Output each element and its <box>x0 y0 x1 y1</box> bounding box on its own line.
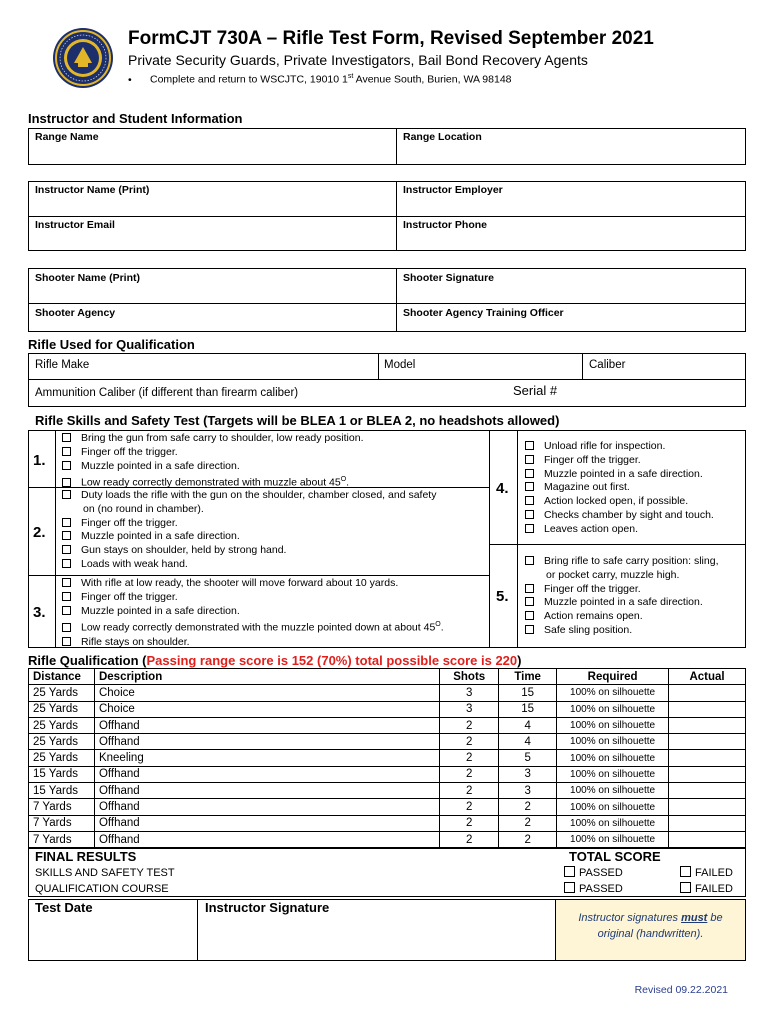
time-cell: 2 <box>499 799 557 815</box>
description-cell: Offhand <box>94 815 439 831</box>
shots-cell: 2 <box>440 766 499 782</box>
description-cell: Offhand <box>94 831 439 847</box>
description-cell: Offhand <box>94 783 439 799</box>
checkbox-item[interactable] <box>62 446 363 460</box>
checkbox[interactable] <box>62 478 71 487</box>
checkbox-item[interactable] <box>525 468 714 482</box>
item-label: Action remains open. <box>544 610 643 623</box>
distance-cell: 15 Yards <box>29 783 95 799</box>
option-label: PASSED <box>579 883 623 895</box>
group-3-number: 3. <box>33 604 46 621</box>
shooter-agency-field[interactable]: Shooter Agency <box>35 307 116 319</box>
item-label: With rifle at low ready, the shooter will move forward about 10 yards. <box>81 577 399 589</box>
return-address-prefix: Complete and return to WSCJTC, 19010 1 <box>150 73 348 86</box>
divider <box>517 430 518 648</box>
distance-cell: 25 Yards <box>29 750 95 766</box>
checkbox[interactable] <box>62 461 71 470</box>
time-cell: 4 <box>499 734 557 750</box>
description-cell: Choice <box>94 701 439 717</box>
group-1-list <box>62 432 363 491</box>
divider <box>489 544 746 545</box>
qual-failed-option[interactable] <box>680 882 733 895</box>
instructor-email-field[interactable]: Instructor Email <box>35 219 115 231</box>
checkbox-item[interactable] <box>525 440 714 454</box>
shooter-name-field[interactable]: Shooter Name (Print) <box>35 272 141 284</box>
item-label: Muzzle pointed in a safe direction. <box>81 459 240 472</box>
checkbox[interactable] <box>564 866 575 877</box>
rifle-make-field[interactable]: Rifle Make <box>35 359 90 371</box>
shots-cell: 3 <box>440 685 499 701</box>
ammo-caliber-field[interactable]: Ammunition Caliber (if different than firearm caliber) <box>35 387 299 399</box>
group-3-list <box>62 577 444 649</box>
item-label: Muzzle pointed in a safe direction. <box>81 604 240 617</box>
checkbox-item[interactable] <box>525 555 719 569</box>
item-label: Checks chamber by sight and touch. <box>544 508 714 521</box>
checkbox[interactable] <box>525 455 534 464</box>
total-score-label: TOTAL SCORE <box>569 849 661 864</box>
checkbox-item[interactable] <box>525 583 719 597</box>
item-label: Safe sling position. <box>544 623 633 636</box>
actual-score-cell[interactable] <box>669 701 746 717</box>
table-row <box>29 766 746 782</box>
table-row <box>29 815 746 831</box>
checkbox-item[interactable] <box>62 517 436 531</box>
time-cell: 15 <box>499 685 557 701</box>
actual-score-cell[interactable] <box>669 750 746 766</box>
checkbox-item[interactable] <box>62 489 436 503</box>
checkbox[interactable] <box>62 637 71 646</box>
item-label: Loads with weak hand. <box>81 557 188 570</box>
actual-score-cell[interactable] <box>669 717 746 733</box>
checkbox[interactable] <box>62 623 71 632</box>
table-row <box>29 717 746 733</box>
test-date-field[interactable]: Test Date <box>35 900 93 915</box>
qualification-title <box>28 653 521 668</box>
instructor-signature-field[interactable]: Instructor Signature <box>205 900 330 915</box>
qual-passed-option[interactable] <box>564 882 623 895</box>
time-cell: 3 <box>499 783 557 799</box>
note-text: original (handwritten). <box>597 928 704 940</box>
divider <box>582 353 583 379</box>
divider <box>396 268 397 332</box>
table-row <box>29 701 746 717</box>
checkbox-item[interactable] <box>525 523 714 537</box>
checkbox[interactable] <box>680 866 691 877</box>
checkbox-item[interactable] <box>62 577 444 591</box>
item-label: Low ready correctly demonstrated with the muzzle pointed down at about 45 <box>81 621 436 634</box>
return-address-suffix: Avenue South, Burien, WA 98148 <box>353 73 512 86</box>
shooter-signature-field[interactable]: Shooter Signature <box>403 272 495 284</box>
checkbox[interactable] <box>525 584 534 593</box>
group-2-number: 2. <box>33 524 46 541</box>
table-row <box>29 831 746 847</box>
group-2-list <box>62 489 436 572</box>
required-cell: 100% on silhouette <box>557 701 669 717</box>
actual-score-cell[interactable] <box>669 831 746 847</box>
item-label: Duty loads the rifle with the gun on the shoulder, chamber closed, and safety <box>81 489 437 501</box>
option-label: PASSED <box>579 867 623 879</box>
divider <box>396 128 397 165</box>
checkbox-item[interactable] <box>62 460 363 474</box>
qualification-table <box>28 668 746 848</box>
description-cell: Kneeling <box>94 750 439 766</box>
required-cell: 100% on silhouette <box>557 734 669 750</box>
form-header <box>0 0 770 110</box>
checkbox[interactable] <box>525 556 534 565</box>
skills-test-label: SKILLS AND SAFETY TEST <box>35 867 175 879</box>
instructor-phone-field[interactable]: Instructor Phone <box>403 219 488 231</box>
required-cell: 100% on silhouette <box>557 685 669 701</box>
required-cell: 100% on silhouette <box>557 783 669 799</box>
checkbox-item[interactable] <box>62 530 436 544</box>
passing-score-note: Passing range score is 152 (70%) total possible score is 220 <box>146 653 518 668</box>
shots-cell: 2 <box>440 831 499 847</box>
range-name-field[interactable]: Range Name <box>35 131 99 143</box>
note-emphasis: must <box>681 912 708 924</box>
time-cell: 5 <box>499 750 557 766</box>
shots-cell: 2 <box>440 815 499 831</box>
shots-cell: 2 <box>440 783 499 799</box>
range-location-field[interactable]: Range Location <box>403 131 482 143</box>
column-header: Actual <box>669 669 746 685</box>
item-label: Muzzle pointed in a safe direction. <box>544 596 703 609</box>
shots-cell: 2 <box>440 799 499 815</box>
option-label: FAILED <box>695 883 733 895</box>
shots-cell: 2 <box>440 750 499 766</box>
checkbox-item[interactable] <box>525 495 714 509</box>
checkbox-item[interactable] <box>62 636 444 650</box>
actual-score-cell[interactable] <box>669 766 746 782</box>
return-address <box>128 73 512 86</box>
item-label: Muzzle pointed in a safe direction. <box>544 467 703 480</box>
table-row <box>29 783 746 799</box>
checkbox-item[interactable] <box>525 481 714 495</box>
item-label: Bring the gun from safe carry to shoulder, low ready position. <box>81 432 364 444</box>
required-cell: 100% on silhouette <box>557 766 669 782</box>
checkbox[interactable] <box>525 625 534 634</box>
checkbox[interactable] <box>525 441 534 450</box>
form-subtitle: Private Security Guards, Private Investigators, Bail Bond Recovery Agents <box>128 52 588 68</box>
checkbox[interactable] <box>525 510 534 519</box>
actual-score-cell[interactable] <box>669 685 746 701</box>
actual-score-cell[interactable] <box>669 734 746 750</box>
description-cell: Offhand <box>94 717 439 733</box>
qualification-title-end: ) <box>517 653 522 668</box>
checkbox[interactable] <box>62 433 71 442</box>
description-cell: Offhand <box>94 799 439 815</box>
shots-cell: 3 <box>440 701 499 717</box>
item-label: Bring rifle to safe carry position: sling, <box>544 555 719 567</box>
distance-cell: 7 Yards <box>29 831 95 847</box>
time-cell: 4 <box>499 717 557 733</box>
checkbox[interactable] <box>525 597 534 606</box>
checkbox-item[interactable] <box>525 454 714 468</box>
checkbox-item[interactable] <box>62 591 444 605</box>
item-end: . <box>440 621 444 634</box>
divider <box>378 353 379 379</box>
note-text: be <box>707 912 723 924</box>
checkbox[interactable] <box>680 882 691 893</box>
divider <box>55 430 56 648</box>
column-header: Shots <box>440 669 499 685</box>
item-label: Action locked open, if possible. <box>544 495 689 508</box>
shooter-agency-officer-field[interactable]: Shooter Agency Training Officer <box>403 307 564 319</box>
checkbox-item[interactable] <box>525 624 719 638</box>
rifle-title: Rifle Used for Qualification <box>28 337 195 352</box>
required-cell: 100% on silhouette <box>557 799 669 815</box>
revised-date: Revised 09.22.2021 <box>634 984 728 996</box>
column-header: Required <box>557 669 669 685</box>
column-header: Time <box>499 669 557 685</box>
checkbox[interactable] <box>62 559 71 568</box>
item-label: Finger off the trigger. <box>544 453 641 466</box>
checkbox[interactable] <box>564 882 575 893</box>
signature-note <box>555 899 746 961</box>
checkbox-item[interactable] <box>62 544 436 558</box>
checkbox-item[interactable] <box>62 432 363 446</box>
group-5-number: 5. <box>496 588 509 605</box>
qualification-title-text: Rifle Qualification ( <box>28 653 147 668</box>
table-row <box>29 685 746 701</box>
required-cell: 100% on silhouette <box>557 815 669 831</box>
divider <box>28 379 746 380</box>
checkbox[interactable] <box>62 531 71 540</box>
checkbox[interactable] <box>525 496 534 505</box>
checkbox-item[interactable] <box>525 509 714 523</box>
description-cell: Offhand <box>94 766 439 782</box>
column-header: Distance <box>29 669 95 685</box>
description-cell: Offhand <box>94 734 439 750</box>
degree-sup: O <box>435 621 441 629</box>
distance-cell: 15 Yards <box>29 766 95 782</box>
shots-cell: 2 <box>440 734 499 750</box>
time-cell: 2 <box>499 831 557 847</box>
table-row <box>29 750 746 766</box>
distance-cell: 7 Yards <box>29 815 95 831</box>
divider <box>489 430 490 648</box>
required-cell: 100% on silhouette <box>557 831 669 847</box>
skills-failed-option[interactable] <box>680 866 733 879</box>
item-label: Finger off the trigger. <box>81 516 178 529</box>
required-cell: 100% on silhouette <box>557 717 669 733</box>
item-label: Finger off the trigger. <box>81 445 178 458</box>
distance-cell: 25 Yards <box>29 685 95 701</box>
checkbox[interactable] <box>62 447 71 456</box>
divider <box>28 575 489 576</box>
divider <box>28 303 746 304</box>
item-label: Magazine out first. <box>544 481 630 494</box>
item-label: Finger off the trigger. <box>81 590 178 603</box>
continuation-line: on (no round in chamber). <box>83 502 204 515</box>
table-header-row <box>29 669 746 685</box>
qualification-course-label: QUALIFICATION COURSE <box>35 883 169 895</box>
return-address-sup: st <box>347 73 354 80</box>
divider <box>197 899 198 961</box>
item-end: . <box>346 476 350 489</box>
serial-field[interactable]: Serial # <box>513 383 558 398</box>
table-row <box>29 799 746 815</box>
time-cell: 15 <box>499 701 557 717</box>
group-1-number: 1. <box>33 452 46 469</box>
item-label: Finger off the trigger. <box>544 582 641 595</box>
checkbox[interactable] <box>62 578 71 587</box>
continuation-line: or pocket carry, muzzle high. <box>546 568 680 581</box>
checkbox[interactable] <box>62 490 71 499</box>
distance-cell: 25 Yards <box>29 734 95 750</box>
checkbox-item[interactable] <box>62 558 436 572</box>
checkbox[interactable] <box>62 606 71 615</box>
group-4-number: 4. <box>496 480 509 497</box>
checkbox[interactable] <box>62 545 71 554</box>
distance-cell: 25 Yards <box>29 717 95 733</box>
bullet: • <box>128 73 132 86</box>
group-5-list <box>525 555 719 638</box>
distance-cell: 7 Yards <box>29 799 95 815</box>
item-label: Muzzle pointed in a safe direction. <box>81 530 240 543</box>
checkbox[interactable] <box>525 469 534 478</box>
skills-title: Rifle Skills and Safety Test (Targets will be BLEA 1 or BLEA 2, no headshots allowed) <box>35 413 560 428</box>
checkbox[interactable] <box>62 592 71 601</box>
group-4-list <box>525 440 714 537</box>
item-label: Leaves action open. <box>544 522 638 535</box>
checkbox[interactable] <box>62 518 71 527</box>
rifle-model-field[interactable]: Model <box>384 359 416 371</box>
required-cell: 100% on silhouette <box>557 750 669 766</box>
time-cell: 2 <box>499 815 557 831</box>
rifle-caliber-field[interactable]: Caliber <box>589 359 626 371</box>
item-label: Low ready correctly demonstrated with muzzle about 45 <box>81 476 341 489</box>
checkbox[interactable] <box>525 482 534 491</box>
time-cell: 3 <box>499 766 557 782</box>
checkbox-item[interactable] <box>62 618 444 635</box>
instructor-employer-field[interactable]: Instructor Employer <box>403 184 503 196</box>
range-box <box>28 128 746 165</box>
wscjtc-seal-logo <box>52 27 114 89</box>
distance-cell: 25 Yards <box>29 701 95 717</box>
final-results-title: FINAL RESULTS <box>35 849 137 864</box>
item-label: Gun stays on shoulder, held by strong hand. <box>81 544 287 557</box>
item-label: Rifle stays on shoulder. <box>81 635 190 648</box>
item-label: Unload rifle for inspection. <box>544 440 666 452</box>
note-text: Instructor signatures <box>578 912 682 924</box>
actual-score-cell[interactable] <box>669 783 746 799</box>
actual-score-cell[interactable] <box>669 815 746 831</box>
option-label: FAILED <box>695 867 733 879</box>
instructor-student-title: Instructor and Student Information <box>28 111 243 126</box>
checkbox-item[interactable] <box>525 610 719 624</box>
column-header: Description <box>94 669 439 685</box>
instructor-name-field[interactable]: Instructor Name (Print) <box>35 184 150 196</box>
checkbox-item[interactable] <box>525 596 719 610</box>
divider <box>28 216 746 217</box>
actual-score-cell[interactable] <box>669 799 746 815</box>
skills-passed-option[interactable] <box>564 866 623 879</box>
degree-sup: O <box>340 476 347 484</box>
checkbox[interactable] <box>525 611 534 620</box>
table-row <box>29 734 746 750</box>
description-cell: Choice <box>94 685 439 701</box>
checkbox[interactable] <box>525 524 534 533</box>
checkbox-item[interactable] <box>62 605 444 619</box>
form-title: FormCJT 730A – Rifle Test Form, Revised September 2021 <box>128 28 654 49</box>
shots-cell: 2 <box>440 717 499 733</box>
